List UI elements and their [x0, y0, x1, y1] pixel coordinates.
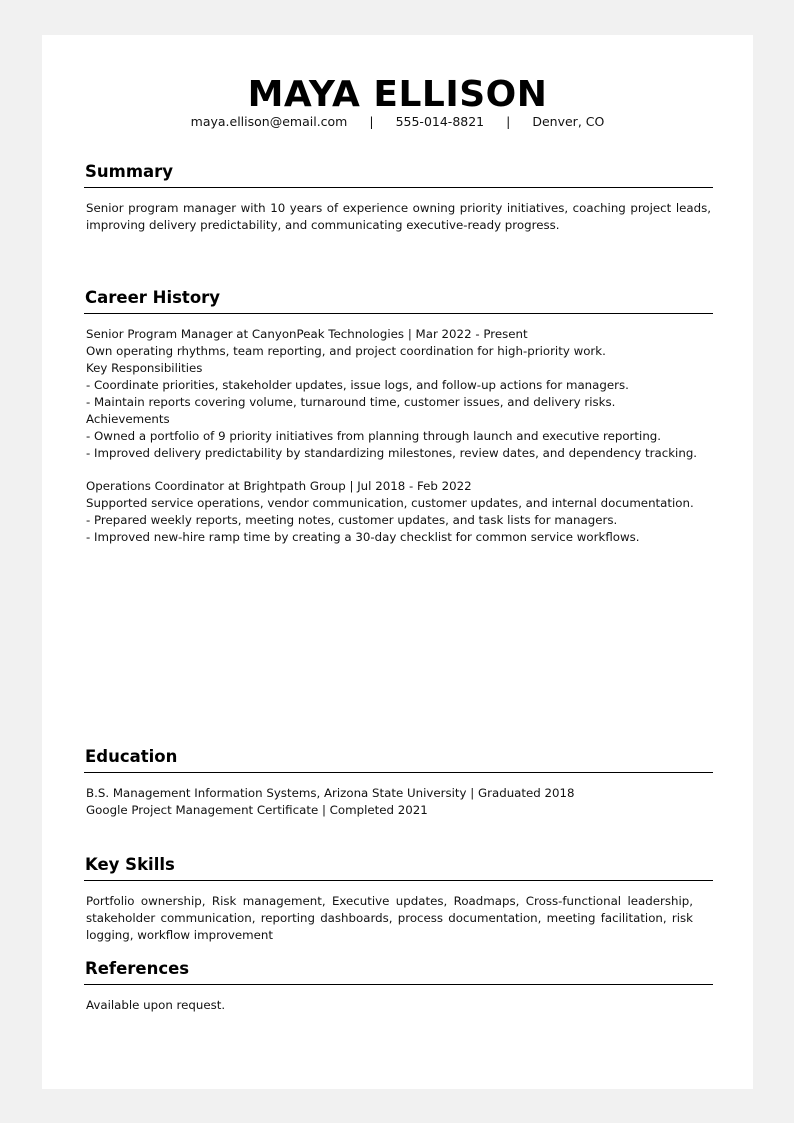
- list-item: - Maintain reports covering volume, turnaround time, customer issues, and delivery risks.: [86, 395, 616, 409]
- job-heading: Senior Program Manager at CanyonPeak Technologies | Mar 2022 - Present: [86, 327, 528, 341]
- list-item: - Improved new-hire ramp time by creating a 30-day checklist for common service workflows.: [86, 530, 640, 544]
- section-title-skills: Key Skills: [85, 855, 175, 874]
- contact-line: [42, 114, 753, 130]
- section-title-summary: Summary: [85, 162, 174, 181]
- career-section: [84, 287, 713, 546]
- references-section: [84, 958, 713, 1014]
- list-item: - Improved delivery predictability by standardizing milestones, review dates, and dependency tracking.: [86, 446, 698, 460]
- location: Denver, CO: [532, 114, 605, 129]
- education-item: B.S. Management Information Systems, Arizona State University | Graduated 2018: [86, 786, 575, 800]
- responsibilities-title: Key Responsibilities: [86, 361, 203, 375]
- career-body: [84, 314, 713, 546]
- contact-separator: |: [506, 114, 511, 129]
- list-item: - Prepared weekly reports, meeting notes, customer updates, and task lists for managers.: [86, 513, 618, 527]
- section-title-references: References: [85, 959, 190, 978]
- section-title-education: Education: [85, 747, 178, 766]
- education-section: [84, 746, 713, 819]
- job-description: Supported service operations, vendor communication, customer updates, and internal documentation.: [86, 496, 694, 510]
- job-description: Own operating rhythms, team reporting, and project coordination for high-priority work.: [86, 344, 606, 358]
- candidate-name: MAYA ELLISON: [247, 74, 548, 115]
- education-body: [84, 773, 713, 819]
- section-title-career: Career History: [85, 288, 221, 307]
- email: maya.ellison@email.com: [190, 114, 348, 129]
- phone: 555-014-8821: [395, 114, 485, 129]
- contact-separator: |: [369, 114, 374, 129]
- resume-page: [42, 35, 753, 1089]
- achievements-title: Achievements: [86, 412, 170, 426]
- list-item: - Coordinate priorities, stakeholder updates, issue logs, and follow-up actions for managers.: [86, 378, 629, 392]
- skills-section: [84, 854, 713, 944]
- skills-text: Portfolio ownership, Risk management, Executive updates, Roadmaps, Cross-functional leadership, stakeholder communication, reporting dashboards, process documentation, meeting facilitation, risk logging, workflow improvement: [86, 894, 693, 942]
- list-item: - Owned a portfolio of 9 priority initiatives from planning through launch and executive reporting.: [86, 429, 662, 443]
- education-item: Google Project Management Certificate | Completed 2021: [86, 803, 428, 817]
- job-heading: Operations Coordinator at Brightpath Group | Jul 2018 - Feb 2022: [86, 479, 472, 493]
- summary-text: Senior program manager with 10 years of experience owning priority initiatives, coaching project leads, improving delivery predictability, and communicating executive-ready progress.: [86, 201, 711, 232]
- summary-section: [84, 161, 713, 234]
- references-text: Available upon request.: [86, 998, 226, 1012]
